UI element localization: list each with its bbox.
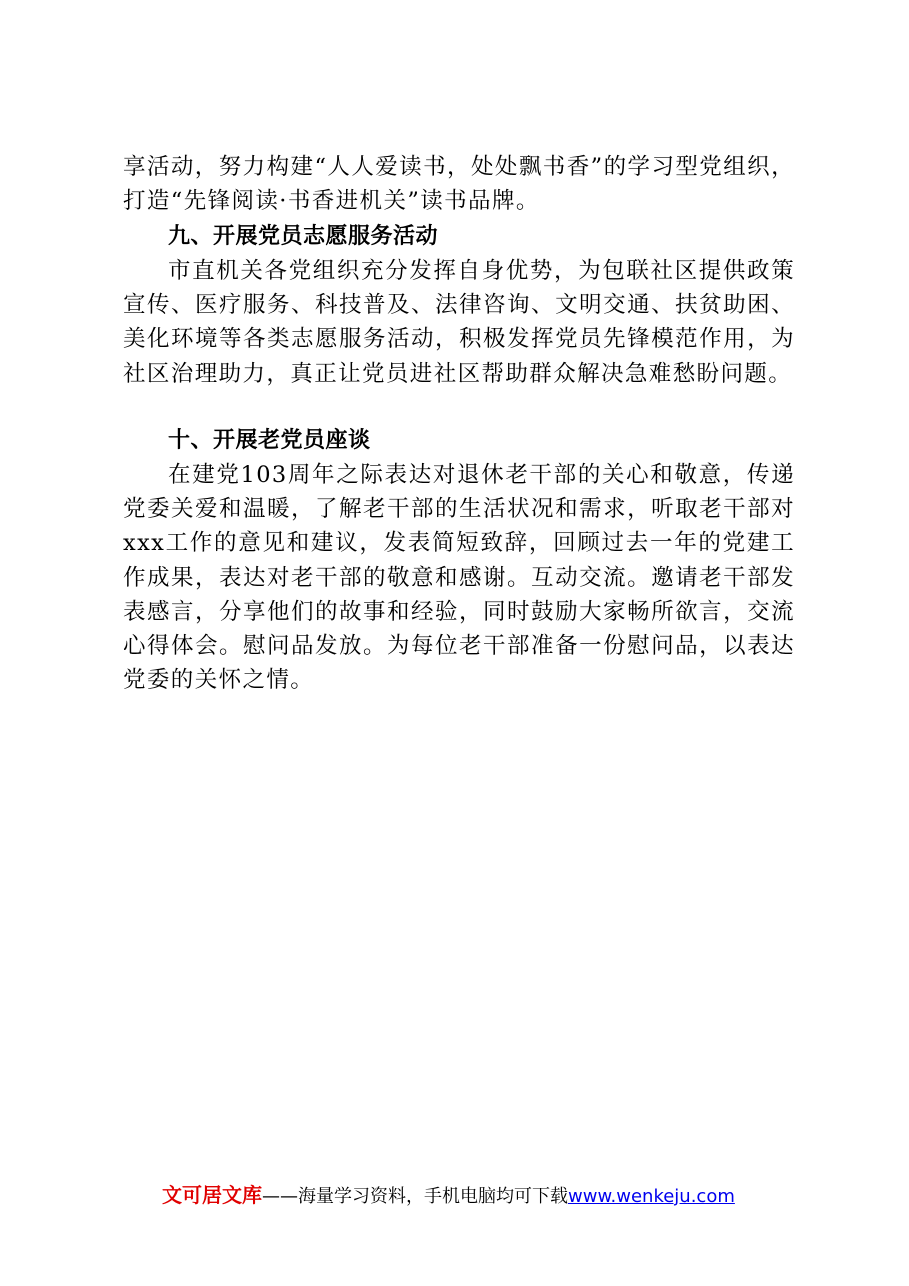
- section-9-paragraph: 市直机关各党组织充分发挥自身优势，为包联社区提供政策宣传、医疗服务、科技普及、法律咨询、文明交通、扶贫助困、美化环境等各类志愿服务活动，积极发挥党员先锋模范作用，为社区治理助力，真正让党员进社区帮助群众解决急难愁盼问题。: [123, 258, 795, 387]
- footer-banner: [162, 1180, 735, 1212]
- section-9-heading: 九、开展党员志愿服务活动: [168, 224, 439, 249]
- continuation-paragraph: 享活动，努力构建“人人爱读书，处处飘书香”的学习型党组织，打造“先锋阅读·书香进机关”读书品牌。: [123, 154, 795, 215]
- footer-tagline: 海量学习资料，手机电脑均可下载: [298, 1186, 568, 1207]
- footer-brand: 文可居文库: [162, 1183, 262, 1207]
- section-10-paragraph: 在建党103周年之际表达对退休老干部的关心和敬意，传递党委关爱和温暖，了解老干部的生活状况和需求，听取老干部对xxx工作的意见和建议，发表简短致辞，回顾过去一年的党建工作成果，表达对老干部的敬意和感谢。互动交流。邀请老干部发表感言，分享他们的故事和经验，同时鼓励大家畅所欲言，交流心得体会。慰问品发放。为每位老干部准备一份慰问品，以表达党委的关怀之情。: [123, 462, 795, 694]
- footer-url-link[interactable]: www.wenkeju.com: [568, 1186, 735, 1207]
- section-10-heading: 十、开展老党员座谈: [168, 428, 371, 453]
- footer-dash: ——: [262, 1186, 298, 1207]
